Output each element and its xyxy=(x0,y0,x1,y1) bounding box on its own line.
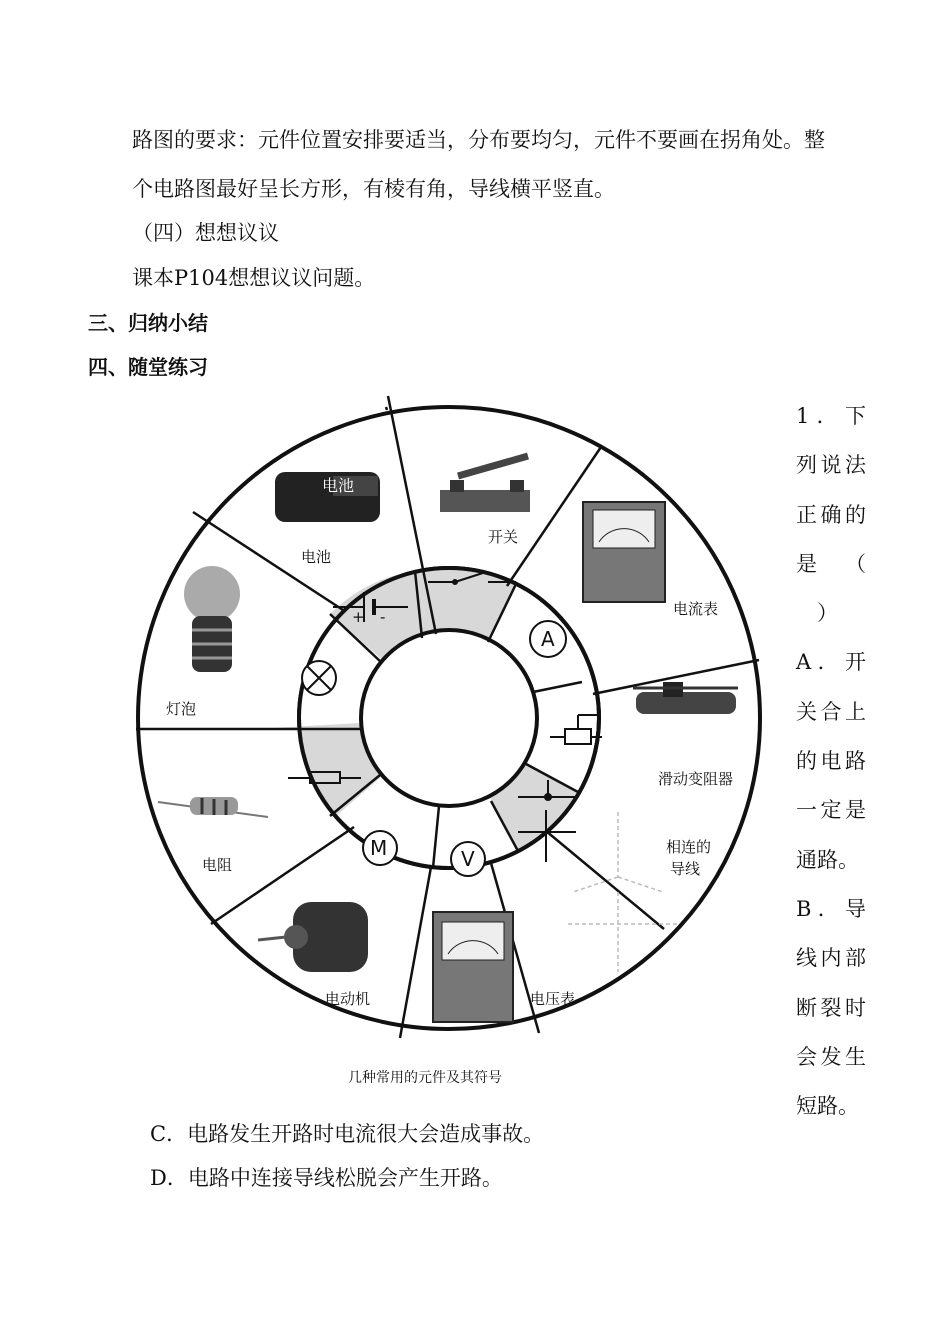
ammeter-picture xyxy=(583,502,665,602)
svg-text:V: V xyxy=(461,847,475,871)
question-line: 1．下 xyxy=(796,404,866,428)
resistor-label: 电阻 xyxy=(202,856,233,874)
battery-picture xyxy=(275,472,380,522)
question-line: 断裂时 xyxy=(796,995,866,1020)
ammeter-label: 电流表 xyxy=(673,600,719,618)
rheostat-label: 滑动变阻器 xyxy=(658,770,734,788)
bulb-label: 灯泡 xyxy=(166,700,197,718)
paragraph-line-3: 课本P104想想议议问题。 xyxy=(132,266,376,290)
question-line: 一定是 xyxy=(796,798,866,823)
option-d: D．电路中连接导线松脱会产生开路。 xyxy=(150,1166,503,1190)
svg-text:M: M xyxy=(370,836,388,860)
question-line: ） xyxy=(796,601,838,626)
svg-text:电池: 电池 xyxy=(322,476,355,495)
section-heading-summary: 三、归纳小结 xyxy=(88,311,208,335)
battery-plus-label: + xyxy=(352,608,365,626)
switch-label: 开关 xyxy=(488,528,519,546)
paragraph-line-2: 个电路图最好呈长方形，有棱有角，导线横平竖直。 xyxy=(132,177,615,201)
section-heading-practice: 四、随堂练习 xyxy=(88,355,208,379)
crossing-wires-label: 相连的 xyxy=(666,838,712,856)
voltmeter-picture xyxy=(433,912,513,1022)
question-line: 的电路 xyxy=(796,749,866,774)
motor-label: 电动机 xyxy=(325,990,371,1008)
subsection-heading: （四）想想议议 xyxy=(132,221,279,245)
components-wheel-figure xyxy=(118,392,788,1092)
rheostat-picture xyxy=(633,682,738,714)
motor-symbol-icon xyxy=(363,831,397,865)
question-line: 通路。 xyxy=(796,847,859,872)
figure-caption: 几种常用的元件及其符号 xyxy=(348,1070,502,1086)
svg-text:A: A xyxy=(541,627,555,651)
battery-label: 电池 xyxy=(301,548,332,566)
question-line: 会发生 xyxy=(796,1044,866,1069)
lamp-symbol xyxy=(302,661,336,695)
question-line: 线内部 xyxy=(796,946,866,971)
option-c: C．电路发生开路时电流很大会造成事故。 xyxy=(150,1122,545,1146)
question-line: 列说法 xyxy=(796,453,866,478)
voltmeter-label: 电压表 xyxy=(530,990,576,1008)
question-line: B．导 xyxy=(796,896,866,921)
question-line: 短路。 xyxy=(796,1094,859,1119)
question-column xyxy=(796,392,866,1131)
paragraph-line-1: 路图的要求：元件位置安排要适当，分布要均匀，元件不要画在拐角处。整 xyxy=(132,128,825,152)
question-line: 关合上 xyxy=(796,699,866,724)
crossing-wires-label-2: 导线 xyxy=(670,860,701,878)
voltmeter-symbol-icon xyxy=(451,842,485,876)
question-line: 是 （ xyxy=(796,551,866,576)
question-line: 正确的 xyxy=(796,502,866,527)
battery-minus-label: - xyxy=(380,608,386,626)
question-line: A．开 xyxy=(796,650,866,675)
inner-circle xyxy=(361,630,537,806)
ammeter-symbol-icon xyxy=(530,621,566,657)
